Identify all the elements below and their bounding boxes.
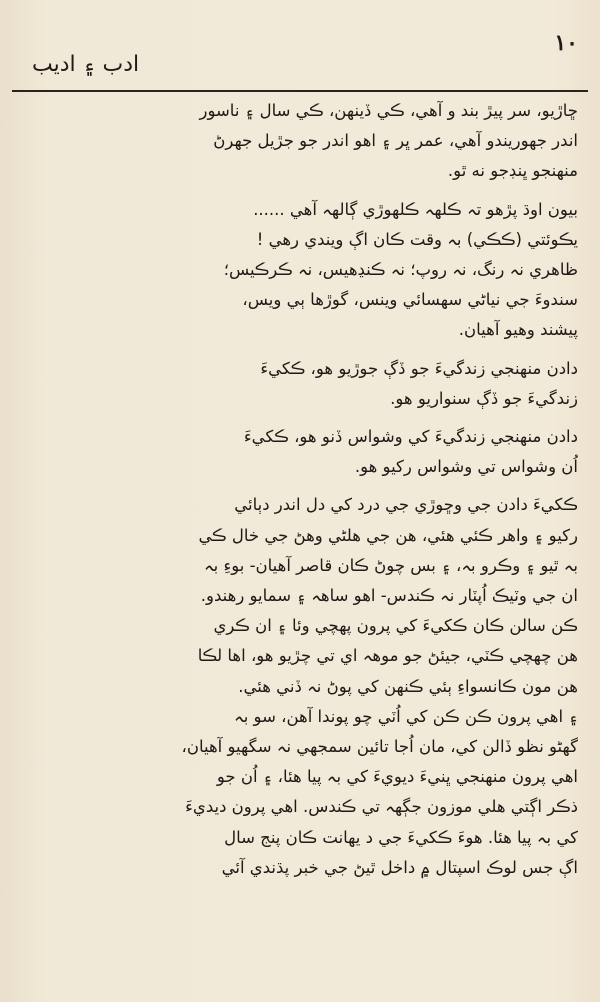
text-line: پيشند وهيو آهيان.	[458, 320, 578, 340]
text-line: دادن منهنجي زندگيءَ جو ڏڳ جوڙيو هو، ڪکيءَ	[260, 358, 578, 378]
text-line: زندگيءَ جو ڏڳ سنواريو هو.	[390, 388, 578, 408]
text-line: هن چهچي ڪٽي، جيئڻ جو موهہ اي تي چڙيو هو، اها لڪا	[197, 646, 578, 666]
text-line: يڪوئتي (ڪڪي) بہ وقت ڪان اڳ ويندي رهي !	[256, 229, 578, 249]
paragraph-2	[20, 195, 578, 346]
text-line: گهڻو نظو ڏالن کي، مان اُجا تائين سمجهي نہ سگهيو آهيان،	[181, 737, 578, 757]
page-header	[14, 30, 586, 84]
text-line: ذڪر اڳتي هلي موزون جڳهہ تي ڪندس. اهي پرون ديديءَ	[185, 797, 578, 817]
text-line: اڳ جس لوڪ اسپتال ۾ داخل ٿيڻ جي خبر پڌندي آئي	[221, 857, 578, 877]
paragraph-5	[20, 490, 578, 701]
text-line: ان جي وٽيڪ اُپٽار نہ ڪندس- اهو ساهہ ۽ سمايو رهندو.	[200, 586, 578, 606]
text-line: اهي پرون منهنجي ڀنيءَ ديويءَ کي بہ پيا هئا، ۽ اُن جو	[216, 767, 578, 787]
paragraph-1	[20, 96, 578, 187]
text-line: ظاهري نہ رنگ، نہ روپ؛ نہ ڪنڍهيس، نہ ڪرڪيس؛	[223, 260, 578, 280]
paragraph-4	[20, 422, 578, 482]
paragraph-6	[20, 702, 578, 883]
page-number: ١٠	[554, 30, 578, 56]
header-rule	[12, 90, 588, 92]
text-line: منهنجو ڀنڊجو نه ٿو.	[447, 161, 578, 181]
text-line: کي بہ پيا هئا. هوءَ ڪکيءَ جي د يهانت ڪان پنج سال	[224, 827, 578, 847]
text-line: هن مون ڪانسواءِ ٻئي ڪنهن کي پوڻ نہ ڏني هئي.	[238, 676, 578, 696]
text-line: سندوءَ جي نياڻي سهسائي وينس، گوڙها ٻي ويس،	[242, 290, 578, 310]
text-line: اندر جهوريندو آهي، عمر ڀر ۽ اهو اندر جو جڙيل جهرڻ	[213, 131, 578, 151]
page-body	[20, 96, 578, 972]
text-line: ڇاڙيو، سر پيڙ بند و آهي، ڪي ڏينهن، ڪي سال ۽ ناسور	[199, 101, 578, 120]
running-title: ادب ۽ اديب	[32, 52, 140, 77]
text-line: ڪن سالن ڪان ڪکيءَ کي پرون پهچي وئا ۽ ان ڪري	[213, 616, 578, 636]
paragraph-3	[20, 354, 578, 414]
text-line: رکيو ۽ واهر ڪئي هئي، هن جي هلڻي وهڻ جي خال ڪي	[198, 525, 578, 545]
text-line: بيون اوڌ پڙهو تہ ڪلهہ ڪلهوڙي ڳالهہ آهي ......	[253, 199, 578, 219]
text-line: دادن منهنجي زندگيءَ کي وشواس ڏنو هو، ڪکيءَ	[243, 427, 578, 447]
text-line: ۽ اهي پرون ڪن ڪن کي اُٽي چو پوندا آهن، سو بہ	[234, 706, 578, 726]
text-line: اُن وشواس تي وشواس رکيو هو.	[354, 457, 578, 477]
text-line: ڪکيءَ دادن جي وڇوڙي جي درد کي دل اندر دٻائي	[234, 495, 578, 515]
text-line: بہ ٿيو ۽ وڪرو بہ، ۽ بس چوڻ ڪان قاصر آهيان- بوءِ بہ	[203, 555, 578, 575]
